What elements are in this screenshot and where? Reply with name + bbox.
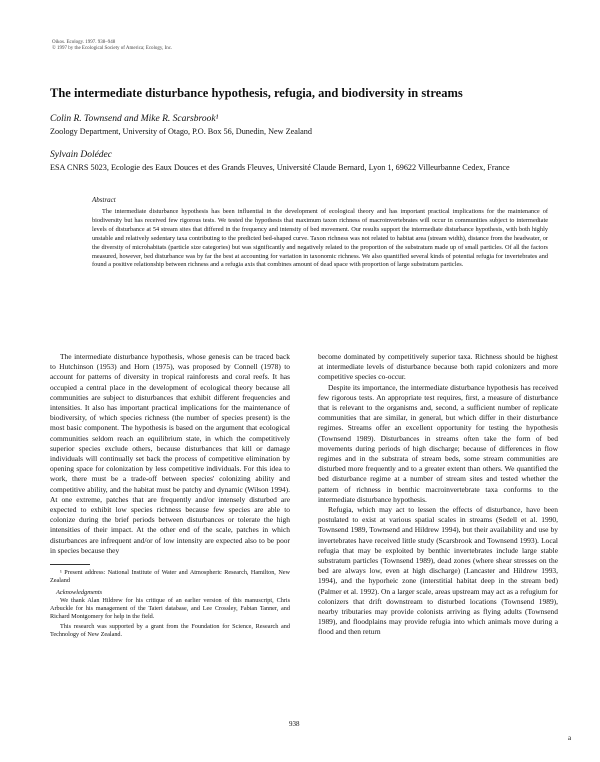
acknowledgments-heading: Acknowledgments <box>56 589 103 597</box>
affiliation-1: Zoology Department, University of Otago, P.O. Box 56, Dunedin, New Zealand <box>50 127 312 136</box>
right-paragraph: become dominated by competitively superior taxa. Richness should be highest at intermediate levels of disturbance because both rapid colonizers and more competitive species co-occur. <box>318 352 558 382</box>
left-paragraph: The intermediate disturbance hypothesis, whose genesis can be traced back to Hutchinson (1953) and Horn (1975), was proposed by Connell (1978) to account for patterns of diversity in tropical rainforests and coral reefs. It has occupied a central place in the development of ecological theory because all communities are subject to disturbances that exhibit different frequencies and intensities. It also has important practical implications for the maintenance of biodiversity, of which species richness (the number of species present) is the most basic component. The hypothesis is based on the argument that ecological communities seldom reach an equilibrium state, in which the competitively superior species exclude others, because disturbances that kill or damage individuals will continually set back the process of competitive elimination by opening space for colonization by less competitive individuals. For this idea to work, there must be a trade-off between species' colonizing ability and competitive ability, and the habitat must be patchy and dynamic (Wilson 1994). At one extreme, patches that are frequently and/or intensely disturbed are expected to exhibit low species richness because few species are able to colonize during the brief periods between disturbances or tolerate the high intensities of their impact. At the other end of the scale, patches in which disturbances are infrequent and/or of low intensity are expected also to be poor in species because they <box>50 352 290 555</box>
paper-title: The intermediate disturbance hypothesis, refugia, and biodiversity in streams <box>50 86 463 100</box>
abstract-heading: Abstract <box>92 196 116 204</box>
footnote-rule <box>50 564 90 565</box>
footnote: ¹ Present address: National Institute of Water and Atmospheric Research, Hamilton, New Zealand <box>50 569 290 585</box>
acknowledgment-paragraph: We thank Alan Hildrew for his critique of an earlier version of this manuscript, Chris Arbuckle for his management of the Taieri database, and Lee Crossley, Fabian Tanner, and Richard Montgomery for help in the field. <box>50 597 290 621</box>
author-line-1: Colin R. Townsend and Mike R. Scarsbrook¹ <box>50 114 219 124</box>
footnotes <box>50 569 290 639</box>
abstract-text: The intermediate disturbance hypothesis has been influential in the development of ecological theory and has important practical implications for the maintenance of biodiversity but has received few rigorous tests. We tested the hypothesis that maximum taxon richness of macroinvertebrates will occur in communities subject to intermediate levels of disturbance at 54 stream sites that differed in the frequency and intensity of bed movement. Our results support the intermediate disturbance hypothesis, with both highly unstable and relatively sedentary taxa contributing to the predicted bed-shaped curve. Taxon richness was not related to habitat area (stream width), distance from the headwater, or the diversity of microhabitats (particle size categories) but was significantly and negatively related to the proportion of the substratum made up of small particles. Of all the factors measured, however, bed disturbance was by far the best at accounting for variation in taxonomic richness. We also quantified several kinds of potential refugia for invertebrates and found a positive relationship between richness and a refugia axis that combines amount of dead space with proportion of large substratum particles. <box>92 208 548 269</box>
author-line-2: Sylvain Dolédec <box>50 150 112 160</box>
page-number: 938 <box>289 720 300 728</box>
journal-line-2: © 1997 by the Ecological Society of America; Ecology, Inc. <box>52 46 173 51</box>
right-column <box>318 352 558 638</box>
right-paragraph: Despite its importance, the intermediate disturbance hypothesis has received few rigorous tests. An appropriate test requires, first, a measure of disturbance that is relevant to the organisms and, second, a sufficient number of replicate communities that are similar, in general, but which differ in their disturbance regimes. Streams offer an excellent opportunity for testing the hypothesis (Townsend 1989). Disturbances in streams often take the form of bed movements during periods of high discharge; because of differences in flow regimes and in the substrata of stream beds, some stream communities are disturbed more frequently and to a greater extent than others. We quantified the bed disturbance regime at a number of stream sites and tested whether the pattern of richness in benthic macroinvertebrate taxa conforms to the intermediate disturbance hypothesis. <box>318 382 558 504</box>
journal-header <box>52 40 172 52</box>
right-paragraph: Refugia, which may act to lessen the effects of disturbance, have been postulated to exist at various spatial scales in streams (Sedell et al. 1990, Townsend 1989, Townsend and Hildrew 1994), but their availability and use by invertebrates have received little study (Scarsbrook and Townsend 1993). Local refugia that may be exploited by benthic invertebrates include large stable substratum particles (Townsend 1989), dead zones (where shear stresses on the bed are always low, even at high discharge) (Lancaster and Hildrew 1993, 1994), and the hyporheic zone (interstitial habitat deep in the stream bed) (Palmer et al. 1992). On a larger scale, areas upstream may act as a refugium for colonizers that drift downstream to disturbed locations (Townsend 1989), nearby tributaries may provide colonists arriving as flying adults (Townsend 1989), and floodplains may provide refugia into which animals move during a flood and then return <box>318 505 558 637</box>
corner-mark: a <box>568 734 572 742</box>
acknowledgment-paragraph: This research was supported by a grant from the Foundation for Science, Research and Technology of New Zealand. <box>50 623 290 639</box>
journal-line-1: Oikos. Ecology. 1997. 938–948 <box>52 40 116 45</box>
affiliation-2: ESA CNRS 5023, Ecologie des Eaux Douces et des Grands Fleuves, Université Claude Bernard, Lyon 1, 69622 Villeurbanne Cedex, France <box>50 163 510 172</box>
left-column <box>50 352 290 641</box>
